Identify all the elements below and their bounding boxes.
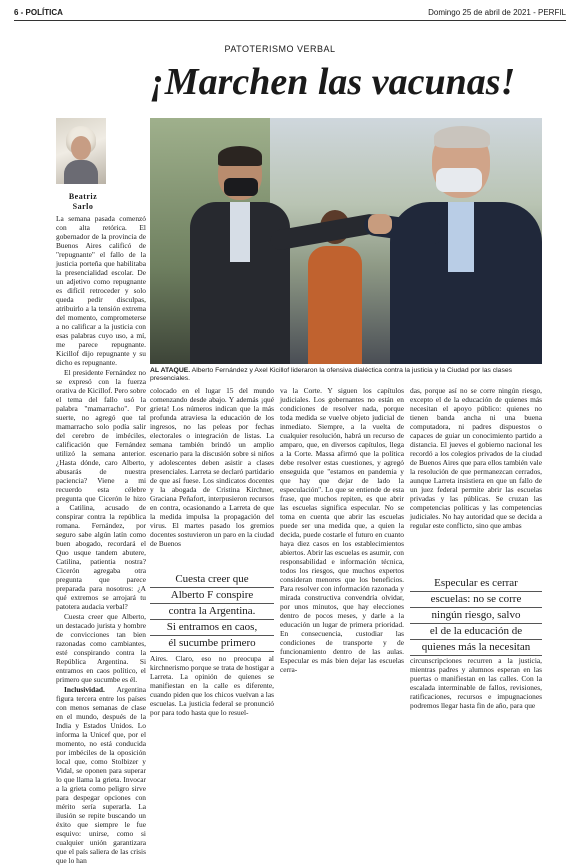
column-4-bottom-text: circunscripciones recurren a la justicia, mientras padres y alumnos esperan en las puertas o manifiestan en las calles. Con la escalada interminable de fallos, revisiones, ratificaciones, recursos e impugnaciones podremos llegar hasta fin de año, para que (410, 656, 542, 710)
column-3 (280, 386, 404, 736)
caption-label: AL ATAQUE. (150, 367, 191, 374)
pull-quote-1 (150, 572, 274, 652)
article-photo (150, 118, 542, 364)
column-1-opening: La semana pasada comenzó con alta retórica. El gobernador de la provincia de Buenos Aires calificó de "repugnante" el fallo de la justicia porteña que habilitaba la presencialidad escolar. De un adjetivo como repugnante es difícil retroceder y solo queda pedir disculpas, atribuirlo a la tensión extrema del momento, comprometerse a no calificar a la justicia con esas palabras cuyo uso, a mí, me parece repugnante. Kicillof dijo repugnante y su dicho es repugnante. (56, 214, 146, 367)
column-2-text: colocado en el lugar 15 del mundo comenzando desde abajo. Y además ¡qué grieta! Los números indican que la más profunda atraviesa la educación de los ingresos, no las peleas por fechas electorales o integración de listas. La semana también brindó un amplio escenario para la discusión sobre si niños y adolescentes deben asistir a clases presenciales. Larreta se declaró partidario de que así fuese. Los sindicatos docentes y la abogada de Cristina Kirchner, Graciana Peñafort, interpusieron recursos en contra, ocasionando a Larreta de que la medida impulsa la propagación del virus. El martes pasado los gremios docentes sostuvieron un paro en la ciudad de Buenos (150, 386, 274, 548)
pull-quote-2-line: Especular es cerrar (410, 576, 542, 592)
column-4 (410, 386, 542, 572)
dateline: Domingo 25 de abril de 2021 - PERFIL (428, 8, 566, 17)
column-3-text: va la Corte. Y siguen los capítulos judiciales. Los gobernantes no están en condiciones de resolver nada, porque toda medida se vuelve objeto judicial de inmediato. Siempre, a la vuelta de cualquier resolución, habrá un recurso de amparo, que, en diversos capítulos, llega a la Corte. Massa afirmó que la política debe resolver estas cuestiones, y agregó enseguida que "estamos en pandemia y que hay que dejar de lado la especulación". Lo que se entiende de esta frase, que muchos repiten, es que abrir las escuelas significa especular. No se toma en cuenta que abrir las escuelas puede ser una medida que, a quien la decida, puede costarle el futuro en cuanto haya diez casos en los establecimientos abiertos. Abrir las escuelas es asumir, con responsabilidad e información técnica, todos los riesgos, que muchos expertos consideran menores que los beneficios. Para resolver con información razonada y mirada constructiva convendría olvidar, por unos minutos, que hay elecciones dentro de pocos meses, y darle a la educación un lugar de primera prioridad. En consecuencia, custodiar las condiciones de transporte y de funcionamiento dentro de las aulas. Especular es más bien dejar las escuelas cerra- (280, 386, 404, 674)
pull-quote-1-line: él sucumbe primero (150, 636, 274, 652)
pull-quote-2-line: quienes más la necesitan (410, 640, 542, 656)
column-1-paragraph-2: El presidente Fernández no se expresó con la fuerza orativa de Kicillof. Pero sobre el tema del fallo usó la palabra "mamarracho". Por suerte, no agregó que tal mamarracho solo podía salir del cerebro de imbéciles, calificación que Fernández utilizó la semana anterior. ¿Hasta dónde, caro Alberto, abusarás de nuestra paciencia? Viene a mi recuerdo esta célebre pregunta que Cicerón le hizo a Catilina, acusado de conspirar contra la república romana. Fernández, por seguro sabe algún latín como buen abogado, recordará el Quo usque tandem abutere, Catilina, patientia nostra? Cicerón agregaba otra pregunta que parece preparada para nosotros: ¿A qué extremos se arrojará tu patotera audacia verbal? (56, 368, 146, 611)
column-1 (56, 214, 146, 865)
pull-quote-1-line: Alberto F conspire (150, 588, 274, 604)
column-1-paragraph-3: Cuesta creer que Alberto, un destacado jurista y hombre de convicciones tan bien razonadas como cambiantes, esté conspirando contra la República Argentina. Si entramos en caos político, el primero que sucumbe es él. (56, 612, 146, 684)
pull-quote-1-line: contra la Argentina. (150, 604, 274, 620)
article-kicker: PATOTERISMO VERBAL (224, 44, 336, 54)
author-first-name: Beatriz (68, 192, 98, 201)
column-1-wrap (112, 118, 146, 194)
article-headline: ¡Marchen las vacunas! (150, 61, 516, 103)
column-4-text: das, porque así no se corre ningún riesgo, excepto el de la educación de quienes más necesitan el apoyo público: quienes no tienen banda ancha ni una buena computadora, ni padres dispuestos o capaces de guiar un conocimiento partido a distancia. El jueves el gobierno nacional les recordó a los colegios privados de la ciudad de Buenos Aires que para ellos también vale la resolución de que permanezcan cerrados, aunque Larreta insistiera en que un fallo de un juez federal permite abrir las escuelas privadas y las públicas. Se cruzan las competencias políticas y las competencias judiciales. No hay autoridad que se decida a regular este conflicto, sino que ambas (410, 386, 542, 530)
caption-text: Alberto Fernández y Axel Kicillof lideraron la ofensiva dialéctica contra la justicia y la Ciudad por las clases presenciales. (150, 367, 513, 382)
column-2-bottom-text: Aires. Claro, eso no preocupa al kirchnerismo porque se trata de hostigar a Larreta. La opinión de quienes se manifiestan en la calle es diferente, cuando piden que los chicos vuelvan a las escuelas. La justicia federal se pronunció por para todo hasta que lo resuel- (150, 654, 274, 717)
subhead-inclusividad: Inclusividad. (64, 685, 105, 694)
pull-quote-2-line: ningún riesgo, salvo (410, 608, 542, 624)
column-2-bottom (150, 654, 274, 736)
column-2 (150, 386, 274, 568)
pull-quote-2-line: el de la educación de (410, 624, 542, 640)
author-last-name: Sarlo (72, 202, 94, 211)
author-byline (56, 192, 110, 212)
page-header (14, 8, 566, 21)
column-1-paragraph-4: Argentina figura tercera entre los países con menos semanas de clase en el mundo, después de la India y Estados Unidos. Lo informa la Unicef que, por el momento, no está conducida por imbéciles de la oposición local que, como Stolbizer y Vidal, se oponen para superar lo que llama la grieta. Invocar a la grieta como peligro sirve para despegar opciones con mérito sería superarla. La ilusión se repite buscando un éxito que siempre le fue esquivo: unirse, como si cualquier unión garantizara que el país saliera de las crisis que lo han (56, 685, 146, 865)
pull-quote-1-line: Cuesta creer que (150, 572, 274, 588)
pull-quote-2 (410, 576, 542, 656)
column-4-bottom (410, 656, 542, 736)
section-label: 6 - POLÍTICA (14, 8, 63, 17)
photo-caption (150, 367, 542, 383)
pull-quote-1-line: Si entramos en caos, (150, 620, 274, 636)
pull-quote-2-line: escuelas: no se corre (410, 592, 542, 608)
author-photo (56, 118, 106, 184)
